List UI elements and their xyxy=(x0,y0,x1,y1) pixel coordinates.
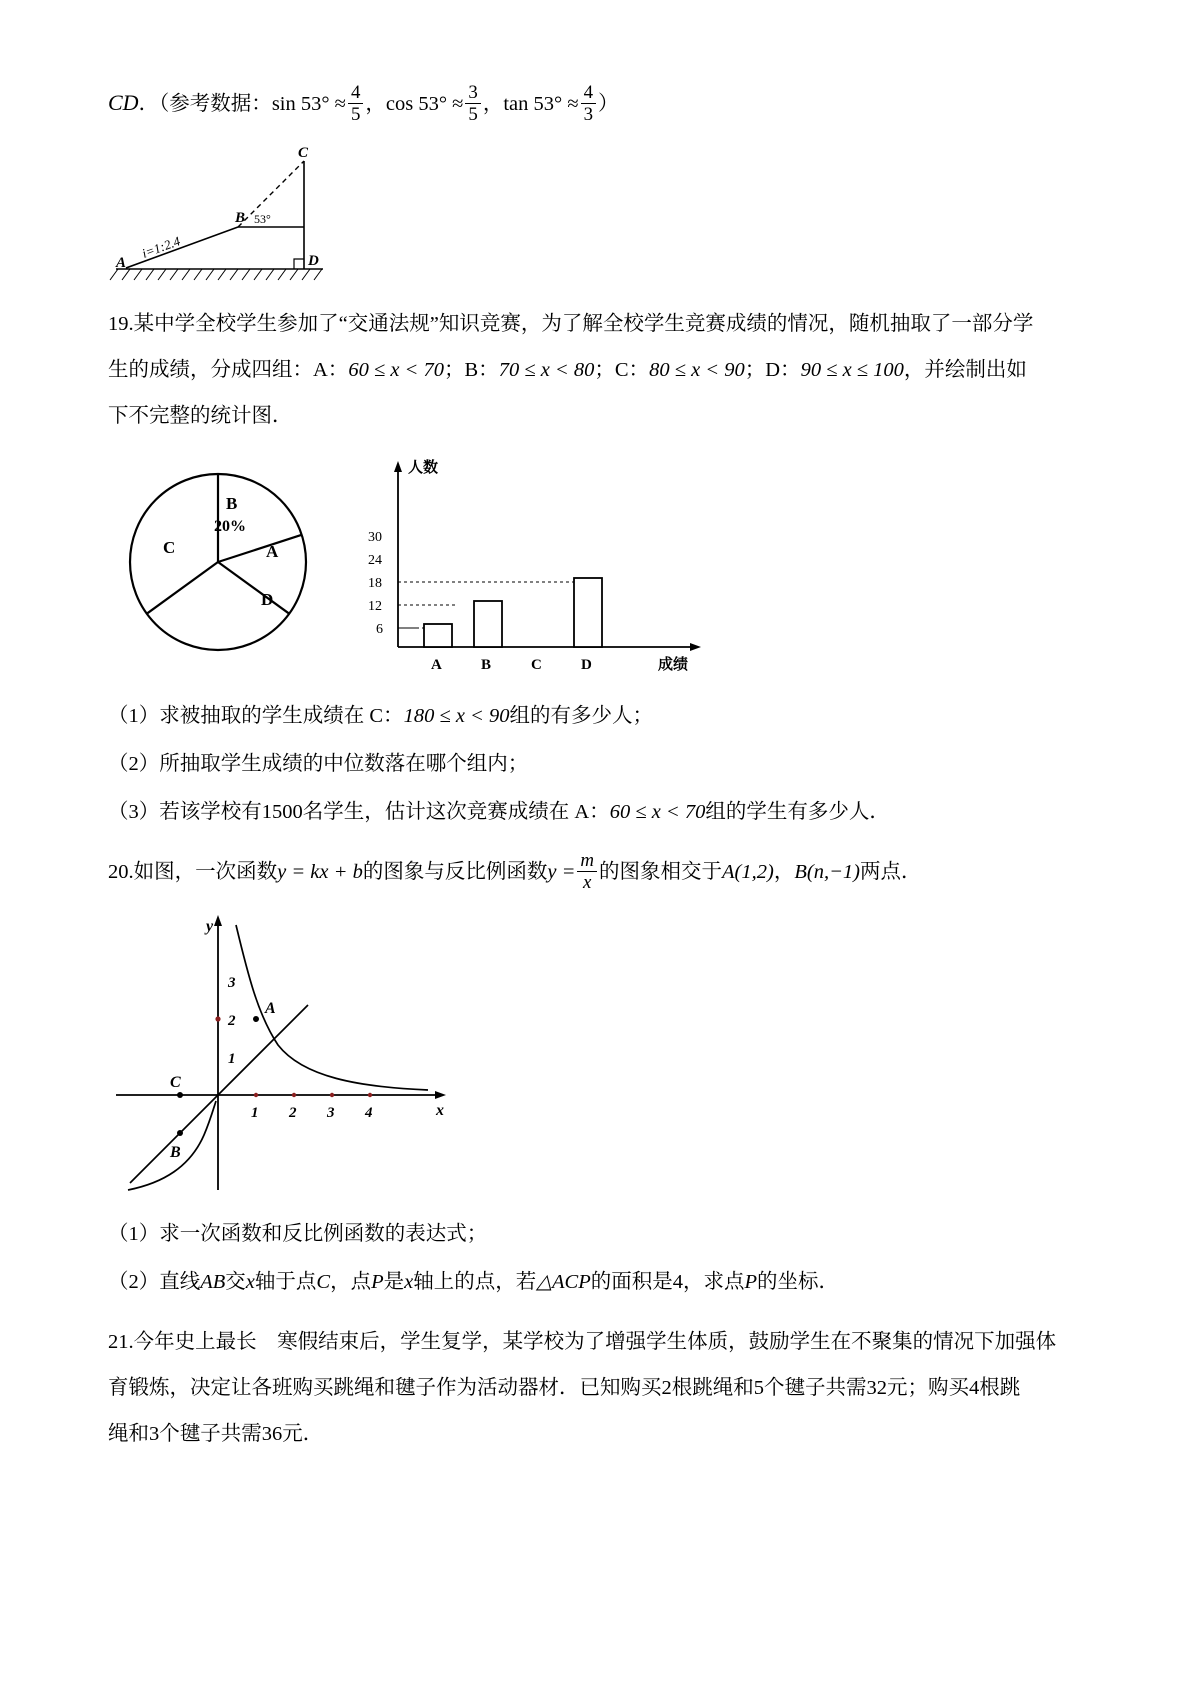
q20-sub2-x2: x xyxy=(404,1271,414,1293)
bar-ylabel: 人数 xyxy=(408,460,439,476)
q21-n32: 32 xyxy=(866,1377,887,1399)
q19-sub1-post: 组的有多少人； xyxy=(509,705,653,727)
q20-point-a: A(1,2) xyxy=(722,861,774,883)
q21-t2b: 个毽子共需 xyxy=(764,1377,867,1399)
axis-label-x: x xyxy=(436,1102,444,1119)
ytick-12: 12 xyxy=(368,599,382,614)
statistics-svg xyxy=(118,457,718,687)
bar-xlabel: 成绩 xyxy=(658,657,689,673)
ytick-1: 1 xyxy=(228,1051,236,1067)
ytick-18: 18 xyxy=(368,576,382,591)
cos-label: cos 53° ≈ xyxy=(385,93,464,115)
q21-n3: 3 xyxy=(149,1423,160,1445)
xtick-4: 4 xyxy=(365,1105,373,1121)
q20-text-mid: 的图象与反比例函数 xyxy=(362,861,548,883)
q20-sub2-area: 4 xyxy=(672,1271,683,1293)
q19-sep-3: ；D： xyxy=(744,359,801,381)
q19-sub-3 xyxy=(108,789,1108,835)
q21-n2: 2 xyxy=(661,1377,672,1399)
q20-sub2-m4: 是 xyxy=(383,1271,405,1293)
q19-paragraph-3 xyxy=(108,393,1108,439)
q21-n36: 36 xyxy=(261,1423,283,1445)
label-point-c: C xyxy=(298,145,309,161)
label-point-d: D xyxy=(308,253,319,269)
point-a-label: A xyxy=(265,1000,276,1017)
sin-label: sin 53° ≈ xyxy=(271,93,346,115)
q21-n5: 5 xyxy=(753,1377,764,1399)
q20-sub-2 xyxy=(108,1259,1108,1305)
point-a-dot xyxy=(253,1016,259,1022)
bar-a xyxy=(424,624,452,647)
q19-sep-2: ；C： xyxy=(594,359,650,381)
ytick-6: 6 xyxy=(376,622,383,637)
q21-text-1: 今年史上最长 寒假结束后，学生复学，某学校为了增强学生体质，鼓励学生在不聚集的情况下加强体 xyxy=(133,1331,1057,1353)
q20-sub2-m3: ，点 xyxy=(330,1271,372,1293)
ytick-24: 24 xyxy=(368,553,382,568)
xtick-b: B xyxy=(481,657,492,673)
q20-sub2-p: P xyxy=(371,1271,384,1293)
q19-sub3-math: 60 ≤ x < 70 xyxy=(609,801,706,823)
coordinate-graph-svg xyxy=(108,905,488,1205)
q20-text-post: 两点． xyxy=(859,861,922,883)
label-angle-53: 53° xyxy=(254,212,271,226)
q20-comma: ， xyxy=(773,861,795,883)
tan-label: tan 53° ≈ xyxy=(503,93,579,115)
q20-fn-inverse-fraction xyxy=(577,850,597,894)
pie-label-b-value: 20% xyxy=(214,518,246,535)
q19-text-1: 某中学全校学生参加了“交通法规”知识竞赛，为了解全校学生竞赛成绩的情况，随机抽取了一部分学 xyxy=(133,313,1034,335)
q20-sub2-pre: （2）直线 xyxy=(108,1271,201,1293)
q20-text-pre: 如图，一次函数 xyxy=(133,861,278,883)
q19-group-d: 90 ≤ x ≤ 100 xyxy=(800,359,904,381)
q18-text-before: ．（参考数据： xyxy=(138,93,272,115)
q20-sub2-m1: 交 xyxy=(225,1271,246,1293)
xtick-1: 1 xyxy=(251,1105,259,1121)
figure-slope-triangle xyxy=(108,141,368,291)
bar-chart xyxy=(368,458,701,673)
q21-t3b: 元． xyxy=(282,1423,324,1445)
comma-2: ， xyxy=(482,93,504,115)
q21-text-2-pre: 育锻炼，决定让各班购买跳绳和毽子作为活动器材．已知购买 xyxy=(108,1377,662,1399)
sin-denominator: 5 xyxy=(348,103,363,126)
cos-numerator: 3 xyxy=(468,81,478,103)
q20-fn-linear: y = kx + b xyxy=(277,861,363,883)
q21-t2d: 根跳 xyxy=(979,1377,1021,1399)
q20-sub2-m5: 轴上的点，若 xyxy=(413,1271,537,1293)
q21-n4: 4 xyxy=(969,1377,980,1399)
q20-text-mid2: 的图象相交于 xyxy=(599,861,723,883)
figure-coordinate-graph xyxy=(108,905,488,1205)
q19-sub1-pre: （1）求被抽取的学生成绩在 C： xyxy=(108,705,404,727)
q18-text-after: ） xyxy=(598,93,619,115)
q19-text-3: 下不完整的统计图． xyxy=(108,405,293,427)
label-slope-ratio: i=1:2.4 xyxy=(139,233,183,261)
cos-fraction xyxy=(465,82,480,126)
tan-numerator: 4 xyxy=(583,81,594,103)
label-point-b: B xyxy=(235,210,246,226)
q20-sub2-ab: AB xyxy=(200,1271,226,1293)
q20-fn-inverse-den: x xyxy=(577,871,597,894)
q20-sub2-x: x xyxy=(245,1271,255,1293)
q19-text-2-pre: 生的成绩，分成四组：A： xyxy=(108,359,349,381)
pie-label-d: D xyxy=(261,590,274,609)
pie-label-b: B xyxy=(226,494,238,513)
q20-sub2-p2: P xyxy=(744,1271,757,1293)
q21-paragraph-2 xyxy=(108,1365,1108,1411)
q19-sub3-mid: 名学生，估计这次竞赛成绩在 A： xyxy=(302,801,610,823)
q21-paragraph-1 xyxy=(108,1319,1108,1365)
q20-sub2-m6: 的面积是 xyxy=(590,1271,673,1293)
q21-paragraph-3 xyxy=(108,1411,1108,1457)
xtick-3: 3 xyxy=(327,1105,335,1121)
q19-sub3-pre: （3）若该学校有 xyxy=(108,801,262,823)
tan-denominator: 3 xyxy=(581,103,596,126)
label-point-a: A xyxy=(116,255,127,271)
q19-sub3-num: 1500 xyxy=(261,801,303,823)
q19-sub-2 xyxy=(108,741,1108,787)
point-b-dot xyxy=(177,1130,183,1136)
sin-fraction xyxy=(348,82,363,126)
q21-t2c: 元；购买 xyxy=(887,1377,969,1399)
q19-sub1-math: 180 ≤ x < 90 xyxy=(403,705,510,727)
q18-segment-label: CD xyxy=(108,90,139,115)
xtick-a: A xyxy=(431,657,442,673)
q21-number: 21. xyxy=(108,1331,134,1353)
q19-paragraph-1 xyxy=(108,301,1108,347)
q18-tail-line xyxy=(108,80,1108,127)
xtick-2: 2 xyxy=(289,1105,297,1121)
q21-t2a: 根跳绳和 xyxy=(671,1377,754,1399)
comma-1: ， xyxy=(365,93,386,115)
ytick-3: 3 xyxy=(228,975,236,991)
q19-number: 19. xyxy=(108,313,134,335)
xtick-c: C xyxy=(531,657,542,673)
figure-statistics xyxy=(118,457,718,687)
axis-label-y: y xyxy=(206,918,214,935)
q20-sub-1 xyxy=(108,1211,1108,1257)
q19-group-c: 80 ≤ x < 90 xyxy=(649,359,745,381)
tan-fraction xyxy=(581,82,596,126)
q20-point-b: B(n,−1) xyxy=(794,861,860,883)
page-content xyxy=(108,80,1108,1457)
ytick-2: 2 xyxy=(228,1013,236,1029)
q20-sub2-c: C xyxy=(316,1271,331,1293)
point-c-label: C xyxy=(170,1074,181,1091)
bar-d xyxy=(574,578,602,647)
q19-sub-1 xyxy=(108,693,1108,739)
pie-chart xyxy=(130,474,306,650)
q20-sub2-m8: 的坐标． xyxy=(757,1271,839,1293)
bar-b xyxy=(474,601,502,647)
xtick-d: D xyxy=(581,657,592,673)
q19-sub2-text: （2）所抽取学生成绩的中位数落在哪个组内； xyxy=(108,753,529,775)
q19-group-a: 60 ≤ x < 70 xyxy=(348,359,444,381)
q21-text-3-pre: 绳和 xyxy=(108,1423,149,1445)
point-b-label: B xyxy=(170,1144,181,1161)
q19-group-b: 70 ≤ x < 80 xyxy=(498,359,595,381)
q20-sub2-m2: 轴于点 xyxy=(254,1271,317,1293)
pie-label-c: C xyxy=(163,538,176,557)
slope-triangle-svg xyxy=(108,141,368,291)
q20-sub2-m7: ，求点 xyxy=(682,1271,745,1293)
q20-sub1-text: （1）求一次函数和反比例函数的表达式； xyxy=(108,1223,488,1245)
pie-label-a: A xyxy=(266,542,279,561)
point-c-dot xyxy=(177,1092,183,1098)
q20-fn-inverse-num: m xyxy=(580,849,595,871)
q21-t3a: 个毽子共需 xyxy=(159,1423,262,1445)
cos-denominator: 5 xyxy=(465,103,480,126)
q19-text-2-post: ，并绘制出如 xyxy=(903,359,1027,381)
q19-sub3-post: 组的学生有多少人． xyxy=(705,801,890,823)
q19-sep-1: ；B： xyxy=(444,359,499,381)
q20-fn-inverse-lhs: y = xyxy=(547,861,576,883)
sin-numerator: 4 xyxy=(350,81,361,103)
q20-paragraph-1 xyxy=(108,849,1108,895)
q19-paragraph-2 xyxy=(108,347,1108,393)
q20-sub2-tri: △ACP xyxy=(536,1271,591,1293)
ytick-30: 30 xyxy=(368,530,382,545)
q20-number: 20. xyxy=(108,861,134,883)
